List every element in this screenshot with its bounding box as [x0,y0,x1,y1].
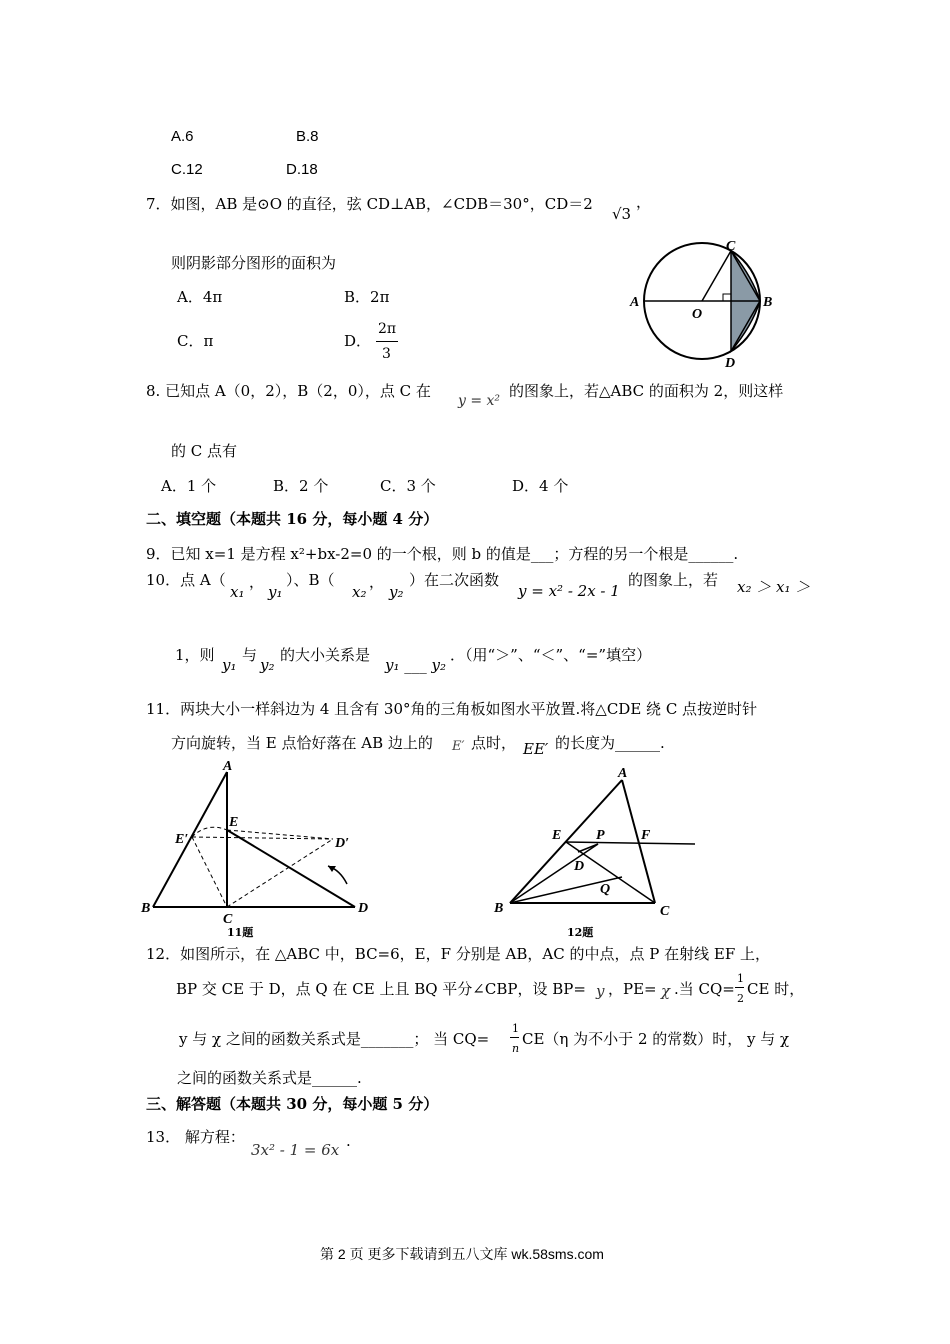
dashed-cd1 [227,839,333,907]
label-d: D [725,356,736,371]
q12-line2-a: BP 交 CE 于 D，点 Q 在 CE 上且 BQ 平分∠CBP，设 BP= [176,980,586,998]
q10-ya: y₁ [222,656,237,674]
q10-part1: 10．点 A（ [146,571,226,589]
label-b: B [494,901,504,916]
q8-option-c: C．3 个 [380,477,436,495]
label-d-prime: D′ [335,836,350,851]
q6-option-b: B.8 [296,128,319,145]
q12-frac1-den: 2 [737,992,744,1005]
label-d: D [358,901,369,916]
q10-comma2: ， [369,573,385,591]
q10-line2-a: 1，则 [175,646,215,664]
q11-arc: EE′ [523,740,549,758]
right-angle-mark [723,294,731,301]
q12-frac2-den: n [512,1042,520,1055]
q11-line2-b: 点时， [471,734,517,752]
figure-11-caption: 11题 [227,926,254,939]
q12-frac2-num: 1 [512,1022,519,1035]
dashed-arc [192,827,227,837]
q10-part3: ）在二次函数 [409,571,500,589]
q7-line2: 则阴影部分图形的面积为 [171,254,337,272]
q7-option-c: C．π [177,332,214,350]
q13-equation: 3x² - 1 = 6x [251,1141,340,1159]
q12-line2-d: CE 时， [747,980,805,998]
fraction-bar [510,1037,519,1038]
q10-comma1: ， [249,573,265,591]
label-b: B [141,901,151,916]
q10-x1: x₁ [230,583,245,601]
q11-line1: 11．两块大小一样斜边为 4 且含有 30°角的三角板如图水平放置.将△CDE 绕 C 点按逆时针 [146,700,758,718]
ray-ef [566,842,695,844]
label-o: O [692,307,703,322]
q12-line1: 12．如图所示，在 △ABC 中，BC=6，E，F 分别是 AB，AC 的中点，点 P 在射线 EF 上， [146,945,771,963]
q8-line2: 的 C 点有 [171,442,238,460]
q12-frac1-num: 1 [737,972,744,985]
segment-oc [702,251,731,301]
q13-label: 13． 解方程： [146,1128,245,1146]
q12-line3-a: y 与 χ 之间的函数关系式是_______； 当 CQ= [179,1030,490,1048]
q10-x2: x₂ [352,583,367,601]
q7-circle-figure [620,236,790,372]
figure-12 [490,760,705,945]
fraction-bar [735,987,744,988]
q13-dot: . [346,1132,351,1150]
segment-bp [510,844,598,903]
q12-line2-c: .当 CQ= [674,980,735,998]
section-3-heading: 三、解答题（本题共 30 分，每小题 5 分） [146,1095,439,1113]
q10-line2-c: 的大小关系是 [280,646,371,664]
fraction-bar [376,341,398,342]
label-a: A [223,760,233,774]
q7-sqrt: √3 [612,205,632,223]
q10-line2-d: ．（用“＞”、“＜”、“=”填空） [450,646,652,664]
side-ba [153,772,227,907]
label-e-prime: E′ [175,832,189,847]
q10-y2: y₂ [389,583,404,601]
q10-yb: y₂ [260,656,275,674]
q8-option-d: D．4 个 [512,477,569,495]
q8-line1-post: 的图象上，若△ABC 的面积为 2，则这样 [509,382,784,400]
q10-line2-b: 与 [242,646,258,664]
figure-11 [135,760,380,945]
q7-line1: 7．如图，AB 是⊙O 的直径，弦 CD⊥AB，∠CDB＝30°，CD＝2 [146,195,593,213]
q7-option-b: B．2π [344,288,390,306]
label-a: A [630,295,640,310]
q12-x: χ [661,982,671,1000]
label-b: B [763,295,773,310]
q7-comma: ， [636,193,652,211]
q9-text: 9．已知 x=1 是方程 x²+bx-2=0 的一个根，则 b 的值是___；方程的另一个根是______. [146,545,739,563]
label-f: F [641,828,651,843]
label-a: A [618,766,628,781]
q7-option-d-label: D． [344,332,372,350]
figure-12-caption: 12题 [567,926,594,939]
q11-line2-a: 方向旋转，当 E 点恰好落在 AB 边上的 [171,734,433,752]
q8-line1-pre: 8. 已知点 A（0，2），B（2，0），点 C 在 [146,382,431,400]
label-p: P [596,828,605,843]
q10-blank: y₁ ___ y₂ [385,656,447,674]
q12-y: y [596,982,605,1000]
q12-line3-b: CE（η 为不小于 2 的常数）时， y 与 χ [522,1030,790,1048]
q8-option-b: B．2 个 [273,477,329,495]
q10-y1: y₁ [268,583,283,601]
q7-option-a: A．4π [177,288,223,306]
label-e: E [229,815,239,830]
q10-part2: ）、B（ [286,571,335,589]
q10-part4: 的图象上，若 [628,571,719,589]
q8-option-a: A．1 个 [161,477,217,495]
label-d: D [574,859,585,874]
label-c: C [223,912,233,927]
dashed-e1c [192,837,227,907]
section-2-heading: 二、填空题（本题共 16 分，每小题 4 分） [146,510,439,528]
q8-formula: y = x² [458,393,501,409]
q7-option-d-numerator: 2π [378,321,397,337]
label-q: Q [600,882,611,897]
q6-option-a: A.6 [171,128,194,145]
page-footer: 第 2 页 更多下载请到五八文库 wk.58sms.com [320,1246,604,1262]
q10-inequality: x₂ ＞ x₁ ＞ [737,578,811,596]
q12-line4: 之间的函数关系式是______. [177,1069,362,1087]
label-e: E [552,828,562,843]
q6-option-c: C.12 [171,161,203,178]
q10-function: y = x² - 2x - 1 [518,582,620,600]
label-c: C [726,239,736,254]
q6-option-d: D.18 [286,161,318,178]
q7-option-d-denominator: 3 [382,346,391,362]
q11-e-prime: E′ [452,739,465,754]
label-c: C [660,904,670,919]
q11-line2-c: 的长度为______. [555,734,665,752]
q12-line2-b: ，PE= [608,980,657,998]
